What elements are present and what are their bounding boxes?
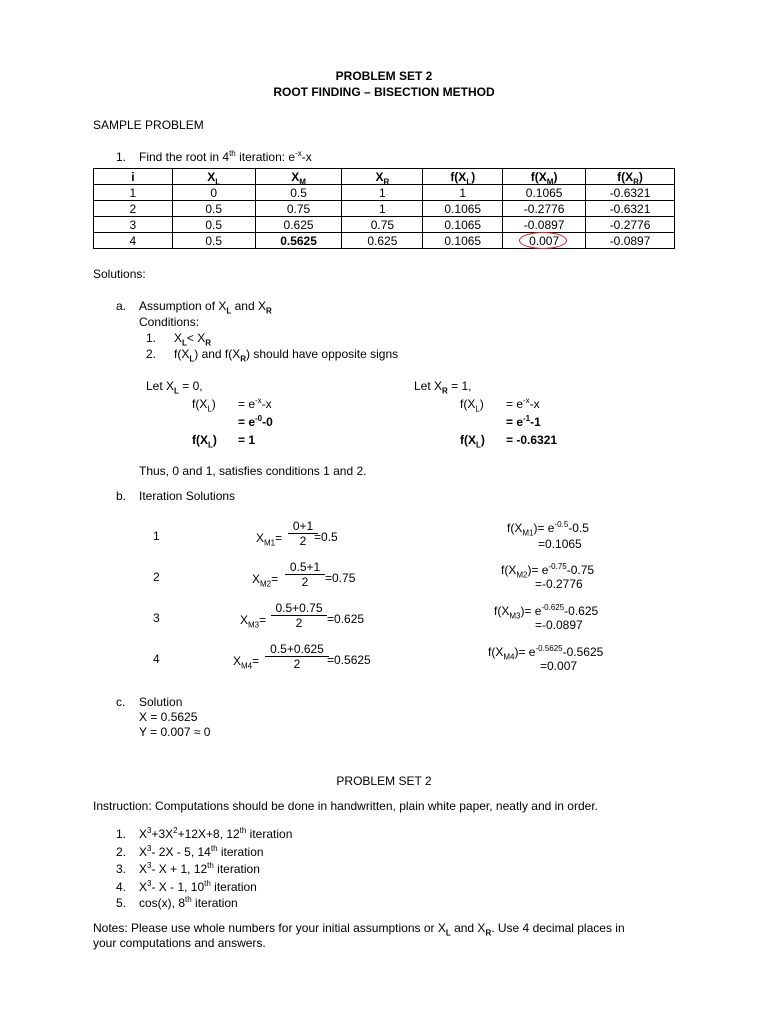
let-xl: Let $X_L = 0$, (146, 379, 203, 396)
iteration-fx-result: =-0.2776 (535, 577, 583, 591)
table-cell: -0.0897 (503, 217, 586, 233)
q1-text: Find the root in 4 (139, 150, 230, 164)
iteration-xm: $X_{M1}=$ (256, 531, 283, 548)
header-xr: $X_R$ (342, 169, 423, 185)
problem-1: $X^3+3X^2+12X+8$, 12th iteration (139, 826, 293, 841)
iteration-fraction: $\frac{0.5+1}{2}$ (285, 560, 325, 589)
iteration-fraction: $\frac{0.5+0.625}{2}$ (265, 642, 329, 671)
right-line-3: = -0.6321 (506, 433, 558, 447)
condition-2-num: 2. (146, 347, 157, 361)
problem-set-heading: PROBLEM SET 2 (336, 774, 432, 788)
iteration-number: 4 (153, 652, 160, 666)
q1-sup: th (229, 149, 236, 158)
left-fx-label: $f(X_L)$ (192, 397, 216, 414)
table-cell: 0.1065 (423, 217, 503, 233)
iteration-result: =0.5625 (327, 653, 371, 667)
problem-4-num: 4. (116, 880, 127, 894)
solution-x: X = 0.5625 (139, 710, 198, 724)
iteration-result: =0.625 (327, 612, 365, 626)
condition-1: $X_L< X_R$ (174, 331, 212, 348)
section-a-letter: a. (116, 299, 127, 313)
iteration-number: 3 (153, 611, 160, 625)
table-cell: 2 (94, 201, 173, 217)
solution-y: Y = 0.007 ≈ 0 (139, 725, 211, 739)
table-cell: 0 (172, 185, 255, 201)
table-cell: 0.625 (342, 233, 423, 249)
table-cell-highlighted: 0.007 (503, 233, 586, 249)
solutions-label: Solutions: (93, 267, 146, 281)
iteration-result: =0.75 (325, 571, 356, 585)
highlight-circle (519, 232, 567, 249)
table-row (94, 201, 675, 217)
section-c-letter: c. (116, 695, 126, 709)
iteration-number: 2 (153, 570, 160, 584)
problem-5: cos(x), 8th iteration (139, 895, 238, 910)
section-b-title: Iteration Solutions (139, 489, 236, 503)
table-cell: 0.5 (255, 185, 342, 201)
left-fx-label-bold: $f(X_L)$ (192, 433, 217, 450)
problem-2-num: 2. (116, 845, 127, 859)
right-fx-label: $f(X_L)$ (460, 397, 484, 414)
iteration-fx-result: =0.1065 (538, 537, 582, 551)
iteration-fraction: $\frac{0.5+0.75}{2}$ (271, 601, 327, 630)
table-cell: 1 (342, 185, 423, 201)
right-fx-label-bold: $f(X_L)$ (460, 433, 485, 450)
table-cell: 0.5625 (255, 233, 342, 249)
iteration-fx-result: =-0.0897 (535, 618, 583, 632)
table-row (94, 217, 675, 233)
header-fxr: $f(X_R)$ (586, 169, 675, 185)
question-1 (116, 149, 312, 164)
header-fxm: $f(X_M)$ (503, 169, 586, 185)
section-c-title: Solution (139, 695, 183, 709)
table-cell: 0.75 (342, 217, 423, 233)
table-cell: 0.1065 (423, 201, 503, 217)
notes-line-1: Notes: Please use whole numbers for your initial assumptions or $X_L$ and $X_R$. Use 4 decimal places in (93, 921, 625, 938)
table-cell: 1 (94, 185, 173, 201)
left-line-3: = 1 (238, 433, 256, 447)
q1-text2: iteration: e (235, 150, 296, 164)
header-xl: $X_L$ (172, 169, 255, 185)
header-i: i (94, 169, 173, 185)
iteration-number: 1 (153, 529, 160, 543)
section-a-title: Assumption of $X_L$ and $X_R$ (139, 299, 272, 316)
let-xr: Let $X_R = 1$, (414, 379, 472, 396)
table-header-row (94, 169, 675, 185)
table-cell: -0.2776 (503, 201, 586, 217)
section-b-letter: b. (116, 489, 127, 503)
iteration-fx-result: =0.007 (540, 659, 578, 673)
table-cell: -0.0897 (586, 233, 675, 249)
left-line-2: = $e^{-0}-0$ (238, 414, 273, 429)
table-cell: 1 (423, 185, 503, 201)
table-cell: 0.5 (172, 233, 255, 249)
right-line-2: = $e^{-1}-1$ (506, 414, 541, 429)
iteration-xm: $X_{M4}=$ (233, 654, 260, 671)
table-cell: 0.625 (255, 217, 342, 233)
iteration-fx: $f(X_{M4})= e^{-0.5625}-0.5625$ (488, 644, 604, 662)
iteration-fx: $f(X_{M1})= e^{-0.5}-0.5$ (507, 520, 589, 538)
table-cell: 0.5 (172, 201, 255, 217)
table-cell: -0.6321 (586, 201, 675, 217)
table-cell: -0.2776 (586, 217, 675, 233)
table-cell: 0.75 (255, 201, 342, 217)
left-line-1: = $e^{-x}-x$ (238, 396, 272, 411)
table-cell: -0.6321 (586, 185, 675, 201)
table-cell: 4 (94, 233, 173, 249)
problem-2: $X^3-$ 2X - 5, 14th iteration (139, 844, 264, 859)
iteration-fx: $f(X_{M2})= e^{-0.75}-0.75$ (501, 562, 595, 580)
problem-4: $X^3-$ X - 1, 10th iteration (139, 879, 257, 894)
table-cell: 0.1065 (423, 233, 503, 249)
table-row (94, 185, 675, 201)
iteration-xm: $X_{M3}=$ (240, 613, 267, 630)
table-cell: 3 (94, 217, 173, 233)
instruction: Instruction: Computations should be done in handwritten, plain white paper, neatly and in order. (93, 799, 598, 813)
q1-text3: -x (301, 150, 312, 164)
right-line-1: = $e^{-x}-x$ (506, 396, 540, 411)
iteration-fraction: $\frac{0+1}{2}$ (288, 519, 318, 548)
q1-number: 1. (116, 150, 127, 164)
problem-3: $X^3-$ X + 1, 12th iteration (139, 861, 260, 876)
table-row (94, 233, 675, 249)
thus-statement: Thus, 0 and 1, satisfies conditions 1 and 2. (139, 464, 367, 478)
table-cell: 0.5 (172, 217, 255, 233)
table-cell: 0.1065 (503, 185, 586, 201)
header-xm: $X_M$ (255, 169, 342, 185)
problem-5-num: 5. (116, 896, 127, 910)
condition-2: $f(X_L)$ and $f(X_R)$ should have opposite signs (174, 347, 399, 364)
iteration-table (93, 168, 675, 249)
problem-1-num: 1. (116, 827, 127, 841)
table-cell: 1 (342, 201, 423, 217)
q1-exp: -x (295, 149, 302, 158)
page-title: PROBLEM SET 2 (335, 69, 433, 83)
iteration-result: =0.5 (314, 530, 338, 544)
page-subtitle: ROOT FINDING – BISECTION METHOD (273, 85, 495, 99)
condition-1-num: 1. (146, 331, 157, 345)
sample-heading: SAMPLE PROBLEM (93, 118, 204, 132)
notes-line-2: your computations and answers. (93, 936, 266, 950)
iteration-xm: $X_{M2}=$ (252, 572, 279, 589)
problem-3-num: 3. (116, 862, 127, 876)
iteration-fx: $f(X_{M3})= e^{-0.625}-0.625$ (494, 603, 599, 621)
header-fxl: $f(X_L)$ (423, 169, 503, 185)
conditions-label: Conditions: (139, 315, 200, 329)
